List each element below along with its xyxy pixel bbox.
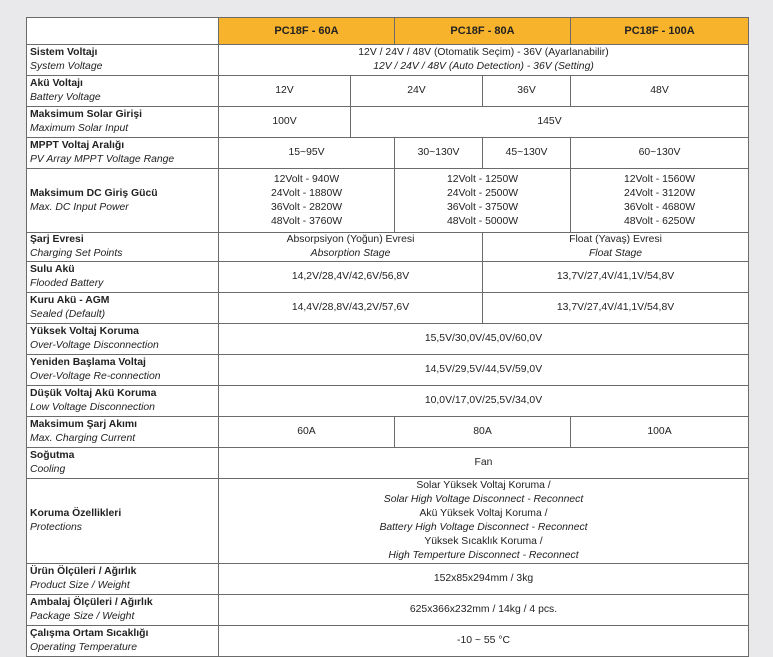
label-over-voltage-reconnect (27, 355, 219, 386)
absorption-tr: Absorpsiyon (Yoğun) Evresi (286, 234, 415, 245)
row-charging-set-points (27, 233, 749, 262)
label-tr: Sulu Akü (30, 264, 75, 275)
value-145v: 145V (351, 107, 749, 138)
label-tr: Sistem Voltajı (30, 47, 98, 58)
value-dc-60a (219, 169, 395, 233)
value-mppt-12: 15~95V (219, 138, 395, 169)
label-en: Flooded Battery (30, 278, 104, 289)
value-product-size: 152x85x294mm / 3kg (219, 564, 749, 595)
header-row (27, 18, 749, 45)
label-en: Over-Voltage Re-connection (30, 371, 161, 382)
label-max-solar-input (27, 107, 219, 138)
label-over-voltage-disconnect (27, 324, 219, 355)
value-flooded-float: 13,7V/27,4V/41,1V/54,8V (483, 262, 749, 293)
value-package-size: 625x366x232mm / 14kg / 4 pcs. (219, 595, 749, 626)
label-tr: Maksimum Şarj Akımı (30, 419, 138, 430)
dc-line: 24Volt - 3120W (623, 187, 696, 199)
label-en: Product Size / Weight (30, 580, 130, 591)
label-tr: Çalışma Ortam Sıcaklığı (30, 628, 149, 639)
label-charging-set-points (27, 233, 219, 262)
value-over-voltage-reconnect: 14,5V/29,5V/44,5V/59,0V (219, 355, 749, 386)
label-flooded-battery (27, 262, 219, 293)
dc-line: 36Volt - 3750W (446, 201, 519, 213)
value-flooded-absorption: 14,2V/28,4V/42,6V/56,8V (219, 262, 483, 293)
label-en: PV Array MPPT Voltage Range (30, 154, 175, 165)
protection-item: Yüksek Sıcaklık Koruma / High Temperture Disconnect - Reconnect (388, 536, 579, 561)
label-en: Package Size / Weight (30, 611, 135, 622)
absorption-en: Absorption Stage (310, 248, 391, 259)
float-en: Float Stage (588, 248, 643, 259)
row-max-solar-input (27, 107, 749, 138)
label-tr: MPPT Voltaj Aralığı (30, 140, 125, 151)
label-en: Protections (30, 522, 82, 533)
label-tr: Yeniden Başlama Voltaj (30, 357, 146, 368)
label-en: Charging Set Points (30, 248, 123, 259)
row-mppt-range (27, 138, 749, 169)
label-tr: Maksimum DC Giriş Gücü (30, 187, 158, 199)
dc-line: 24Volt - 2500W (446, 187, 519, 199)
label-operating-temperature (27, 626, 219, 657)
label-tr: Ürün Ölçüleri / Ağırlık (30, 566, 137, 577)
value-cooling: Fan (219, 448, 749, 479)
value-tr: 12V / 24V / 48V (Otomatik Seçim) - 36V (Ayarlanabilir) (358, 47, 609, 58)
value-dc-100a (571, 169, 749, 233)
label-tr: Koruma Özellikleri (30, 508, 122, 519)
label-package-size (27, 595, 219, 626)
dc-line: 36Volt - 4680W (623, 201, 696, 213)
dc-line: 12Volt - 1250W (446, 173, 519, 185)
value-36v: 36V (483, 76, 571, 107)
label-en: Cooling (30, 464, 66, 475)
label-cooling (27, 448, 219, 479)
model-80a-header: PC18F - 80A (395, 18, 571, 45)
value-12v: 12V (219, 76, 351, 107)
value-system-voltage (219, 45, 749, 76)
value-sealed-float: 13,7V/27,4V/41,1V/54,8V (483, 293, 749, 324)
value-mppt-48: 60~130V (571, 138, 749, 169)
label-battery-voltage (27, 76, 219, 107)
label-tr: Düşük Voltaj Akü Koruma (30, 388, 157, 399)
label-en: Operating Temperature (30, 642, 138, 653)
label-en: Over-Voltage Disconnection (30, 340, 159, 351)
label-tr: Maksimum Solar Girişi (30, 109, 143, 120)
row-over-voltage-disconnect (27, 324, 749, 355)
row-max-charging-current (27, 417, 749, 448)
label-protections (27, 479, 219, 564)
dc-line: 24Volt - 1880W (270, 187, 343, 199)
row-max-dc-input (27, 169, 749, 233)
label-max-charging-current (27, 417, 219, 448)
row-product-size (27, 564, 749, 595)
protection-item: Solar Yüksek Voltaj Koruma / Solar High Voltage Disconnect - Reconnect (383, 480, 584, 505)
label-low-voltage-disconnect (27, 386, 219, 417)
model-100a-header: PC18F - 100A (571, 18, 749, 45)
row-package-size (27, 595, 749, 626)
model-60a-header: PC18F - 60A (219, 18, 395, 45)
value-mppt-24: 30~130V (395, 138, 483, 169)
dc-line: 36Volt - 2820W (270, 201, 343, 213)
value-dc-80a (395, 169, 571, 233)
dc-line: 48Volt - 5000W (446, 215, 519, 227)
label-sealed-battery (27, 293, 219, 324)
value-current-100a: 100A (571, 417, 749, 448)
row-sealed-battery (27, 293, 749, 324)
label-mppt-range (27, 138, 219, 169)
spec-table (26, 17, 749, 657)
float-tr: Float (Yavaş) Evresi (569, 234, 662, 245)
value-24v: 24V (351, 76, 483, 107)
label-en: Sealed (Default) (30, 309, 106, 320)
row-flooded-battery (27, 262, 749, 293)
value-current-60a: 60A (219, 417, 395, 448)
row-over-voltage-reconnect (27, 355, 749, 386)
protection-item: Akü Yüksek Voltaj Koruma / Battery High Voltage Disconnect - Reconnect (379, 508, 588, 533)
label-tr: Soğutma (30, 450, 75, 461)
dc-line: 12Volt - 940W (273, 173, 340, 185)
label-en: Max. DC Input Power (30, 201, 129, 213)
label-tr: Ambalaj Ölçüleri / Ağırlık (30, 597, 153, 608)
row-protections (27, 479, 749, 564)
row-operating-temperature (27, 626, 749, 657)
dc-line: 48Volt - 3760W (270, 215, 343, 227)
label-tr: Yüksek Voltaj Koruma (30, 326, 139, 337)
value-absorption-stage (219, 233, 483, 262)
label-en: Max. Charging Current (30, 433, 136, 444)
header-blank-cell (27, 18, 219, 45)
label-en: Low Voltage Disconnection (30, 402, 155, 413)
value-current-80a: 80A (395, 417, 571, 448)
label-tr: Akü Voltajı (30, 78, 83, 89)
value-48v: 48V (571, 76, 749, 107)
row-cooling (27, 448, 749, 479)
value-low-voltage-disconnect: 10,0V/17,0V/25,5V/34,0V (219, 386, 749, 417)
label-system-voltage (27, 45, 219, 76)
dc-line: 48Volt - 6250W (623, 215, 696, 227)
value-en: 12V / 24V / 48V (Auto Detection) - 36V (Setting) (373, 61, 594, 72)
label-product-size (27, 564, 219, 595)
row-system-voltage (27, 45, 749, 76)
label-tr: Kuru Akü - AGM (30, 295, 110, 306)
value-operating-temperature: -10 ~ 55 °C (219, 626, 749, 657)
label-max-dc-input (27, 169, 219, 233)
value-float-stage (483, 233, 749, 262)
dc-line: 12Volt - 1560W (623, 173, 696, 185)
label-en: System Voltage (30, 61, 103, 72)
label-tr: Şarj Evresi (30, 234, 84, 245)
value-protections (219, 479, 749, 564)
value-mppt-36: 45~130V (483, 138, 571, 169)
label-en: Battery Voltage (30, 92, 101, 103)
row-low-voltage-disconnect (27, 386, 749, 417)
value-100v: 100V (219, 107, 351, 138)
label-en: Maximum Solar Input (30, 123, 129, 134)
value-over-voltage-disconnect: 15,5V/30,0V/45,0V/60,0V (219, 324, 749, 355)
row-battery-voltage (27, 76, 749, 107)
value-sealed-absorption: 14,4V/28,8V/43,2V/57,6V (219, 293, 483, 324)
